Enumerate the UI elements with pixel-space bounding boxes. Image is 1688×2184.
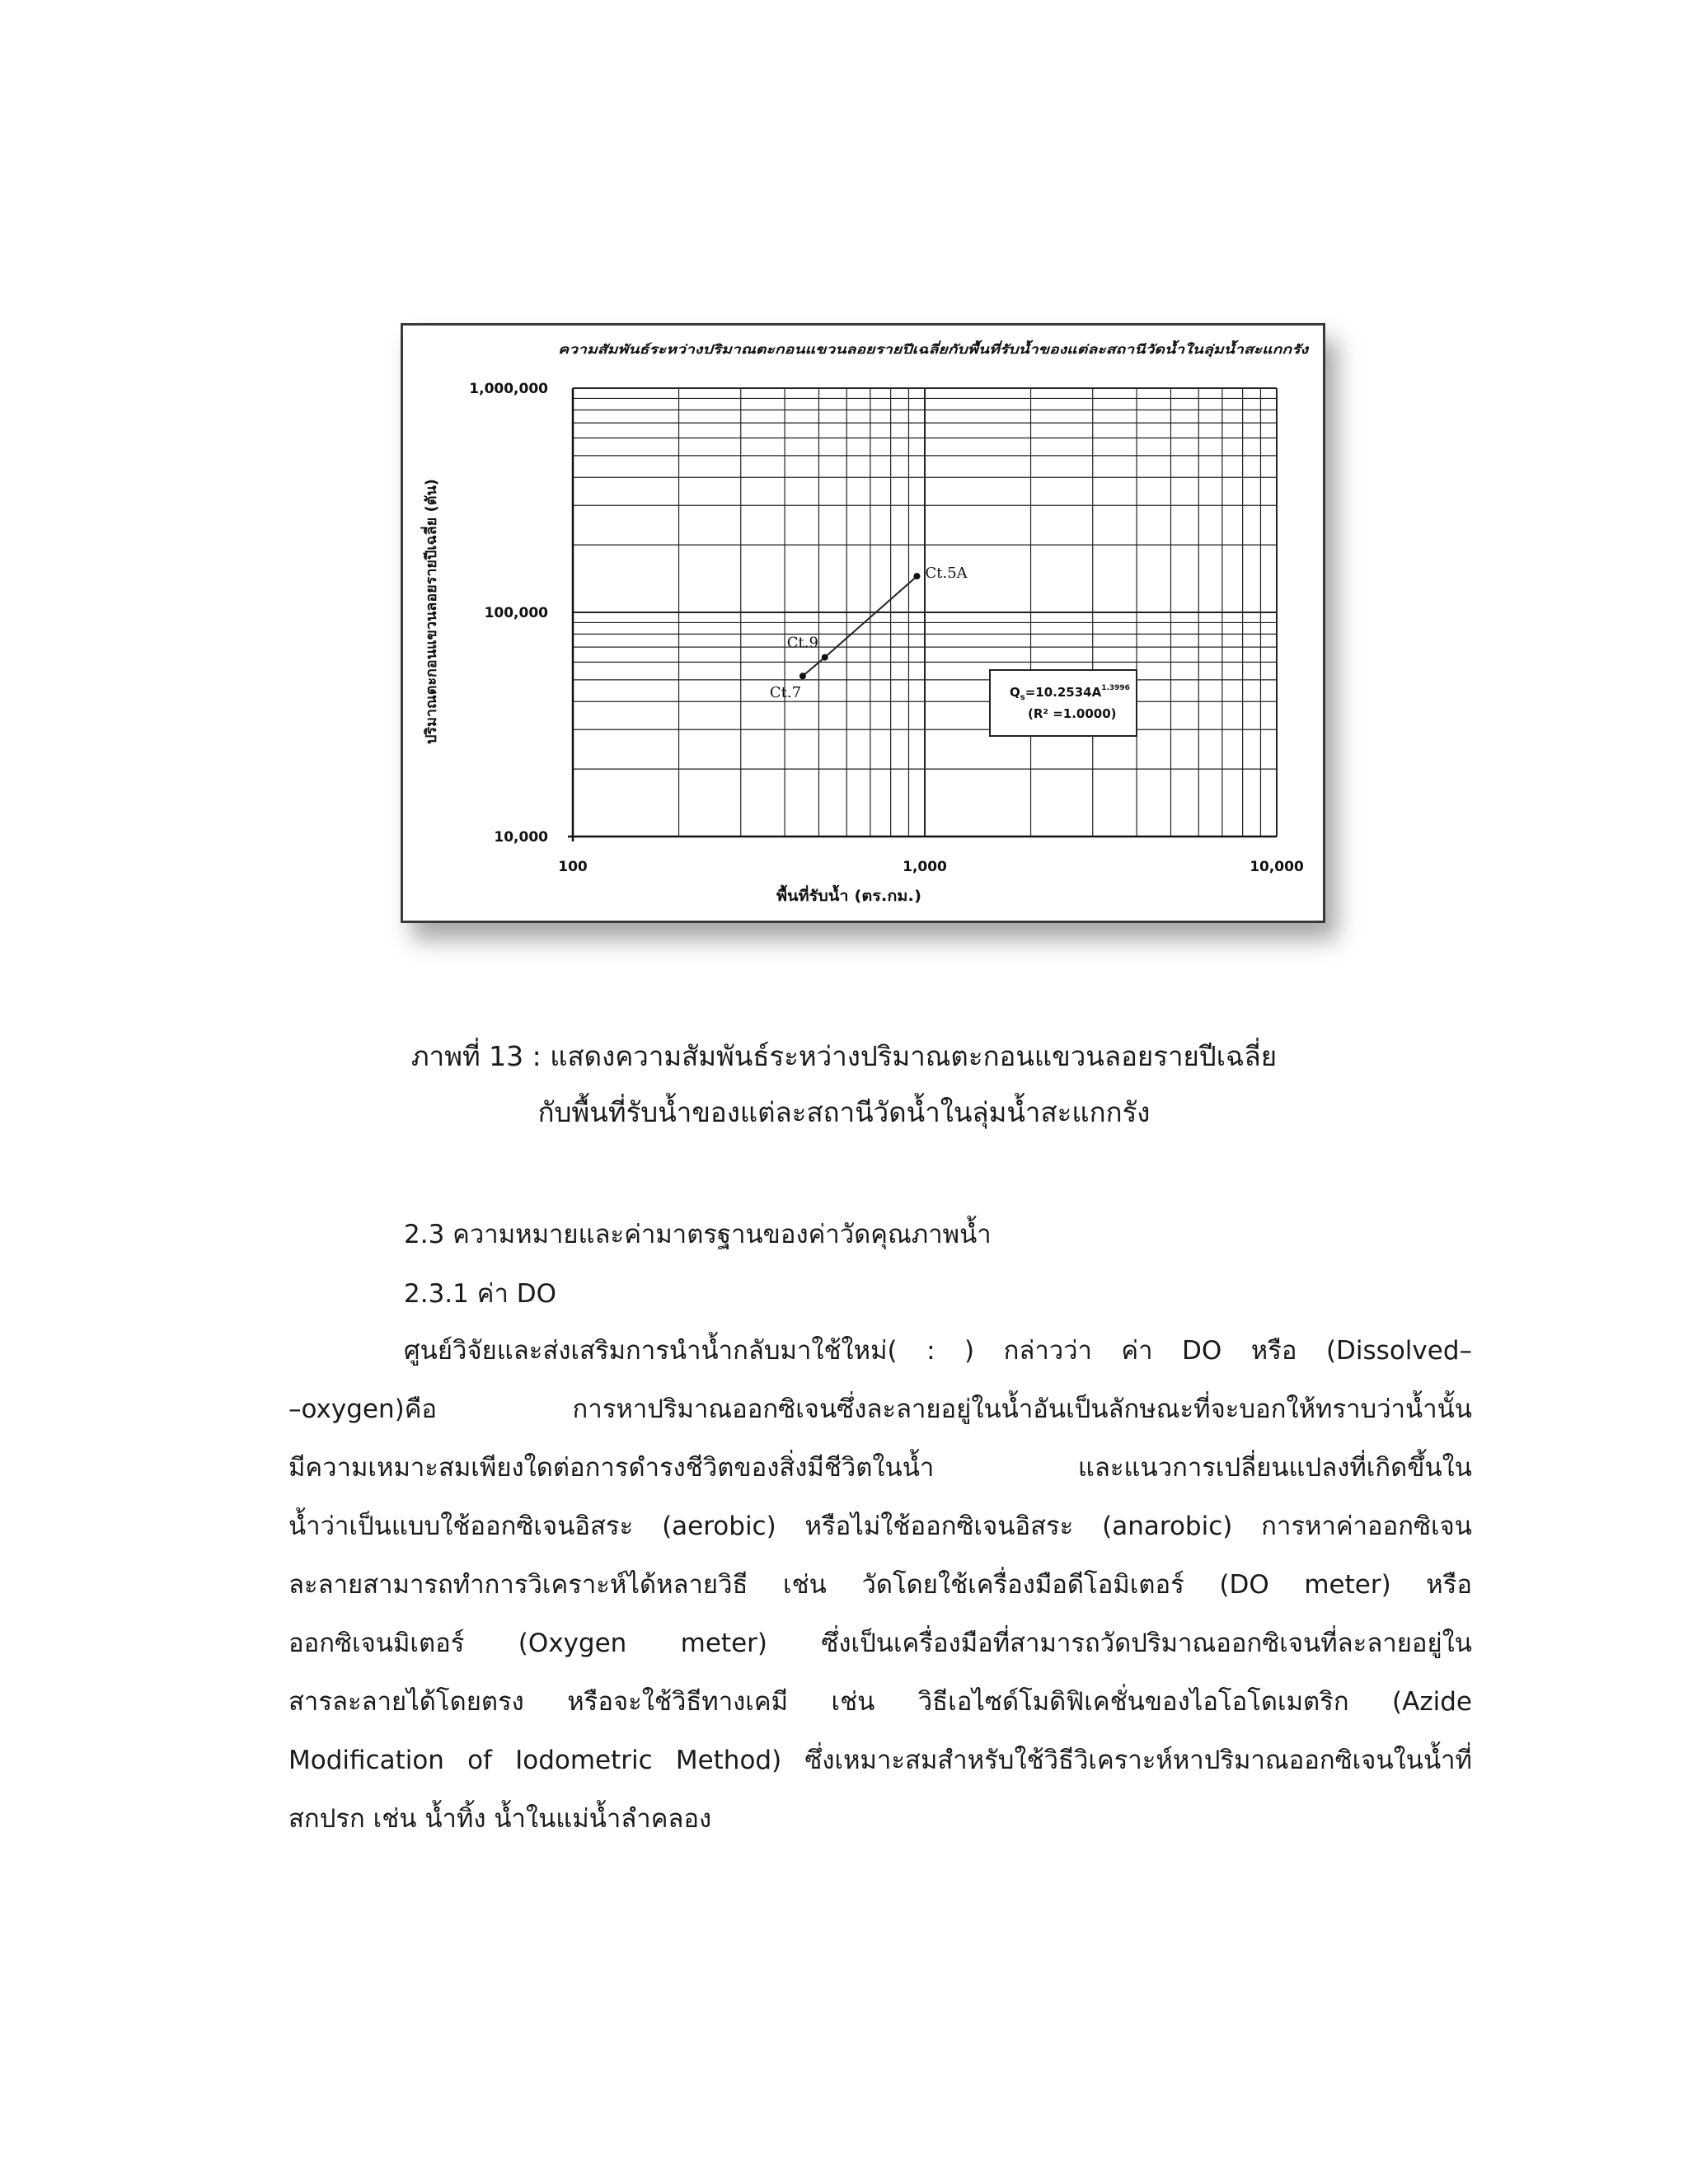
body-line: มีความเหมาะสมเพียงใดต่อการดำรงชีวิตของสิ่งมีชีวิตในน้ำ และแนวการเปลี่ยนแปลงที่เกิดขึ้นใน [288,1453,1472,1483]
body-line: Modification of Iodometric Method) ซึ่งเหมาะสมสำหรับใช้วิธีวิเคราะห์หาปริมาณออกซิเจนในน้ำที่ [288,1746,1472,1775]
equation-main: Q [1010,685,1020,700]
equation-box-border [990,670,1137,736]
equation-r2: (R² =1.0000) [1028,706,1117,721]
y-tick-label: 1,000,000 [469,381,548,397]
chart-grid [568,388,1277,841]
x-tick-label: 1,000 [903,859,947,875]
body-line: สารละลายได้โดยตรง หรือจะใช้วิธีทางเคมี เช่น วิธีเอไซด์โมดิฟิเคชั่นของไอโอโดเมตริก (Azide [288,1687,1472,1717]
equation-rest: =10.2534A [1025,685,1102,700]
chart [403,326,1323,921]
figure-frame [401,323,1325,923]
data-point-label: Ct.9 [786,634,818,652]
body-line: ศูนย์วิจัยและส่งเสริมการนำน้ำกลับมาใช้ใหม่( : ) กล่าวว่า ค่า DO หรือ (Dissolved– [404,1336,1472,1366]
data-point [913,573,920,579]
x-tick-label: 10,000 [1250,859,1304,875]
series-line [803,576,917,676]
x-tick-label: 100 [558,859,588,875]
data-point [799,673,806,679]
chart-series [770,565,968,701]
section-heading: 2.3 ความหมายและค่ามาตรฐานของค่าวัดคุณภาพน้ำ [404,1220,992,1249]
body-line: สกปรก เช่น น้ำทิ้ง น้ำในแม่น้ำลำคลอง [288,1804,712,1834]
y-axis-label: ปริมาณตะกอนแขวนลอยรายปีเฉลี่ย (ตัน) [420,478,440,744]
equation-box [990,670,1137,736]
data-point-label: Ct.5A [925,565,968,583]
equation-sub: s [1020,693,1025,702]
body-line: ออกซิเจนมิเตอร์ (Oxygen meter) ซึ่งเป็นเครื่องมือที่สามารถวัดปริมาณออกซิเจนที่ละลายอยู่ใน [288,1629,1472,1658]
x-axis-label: พื้นที่รับน้ำ (ตร.กม.) [776,888,909,905]
body-line: ละลายสามารถทำการวิเคราะห์ได้หลายวิธี เช่น วัดโดยใช้เครื่องมือดีโอมิเตอร์ (DO meter) หรือ [288,1570,1472,1600]
y-tick-label: 100,000 [484,605,548,621]
data-point-label: Ct.7 [769,684,802,702]
body-paragraph [288,1322,1472,1849]
body-line: –oxygen)คือ การหาปริมาณออกซิเจนซึ่งละลายอยู่ในน้ำอันเป็นลักษณะที่จะบอกให้ทราบว่าน้ำนั้น [288,1394,1472,1424]
equation-exponent: 1.3996 [1101,684,1130,692]
chart-tick-labels [469,381,1304,875]
data-point [822,654,828,661]
y-tick-label: 10,000 [494,829,548,846]
body-line: น้ำว่าเป็นแบบใช้ออกซิเจนอิสระ (aerobic) หรือไม่ใช้ออกซิเจนอิสระ (anarobic) การหาค่าออกซิเจน [288,1511,1472,1541]
chart-title: ความสัมพันธ์ระหว่างปริมาณตะกอนแขวนลอยรายปีเฉลี่ยกับพื้นที่รับน้ำของแต่ละสถานีวัดน้ำในลุ่มน้ำสะแกกรัง [558,342,1137,357]
figure-caption-line-1: ภาพที่ 13 : แสดงความสัมพันธ์ระหว่างปริมาณตะกอนแขวนลอยรายปีเฉลี่ย [410,1040,1278,1072]
subsection-heading: 2.3.1 ค่า DO [404,1279,557,1309]
figure-caption-line-2: กับพื้นที่รับน้ำของแต่ละสถานีวัดน้ำในลุ่มน้ำสะแกกรัง [537,1096,1151,1128]
